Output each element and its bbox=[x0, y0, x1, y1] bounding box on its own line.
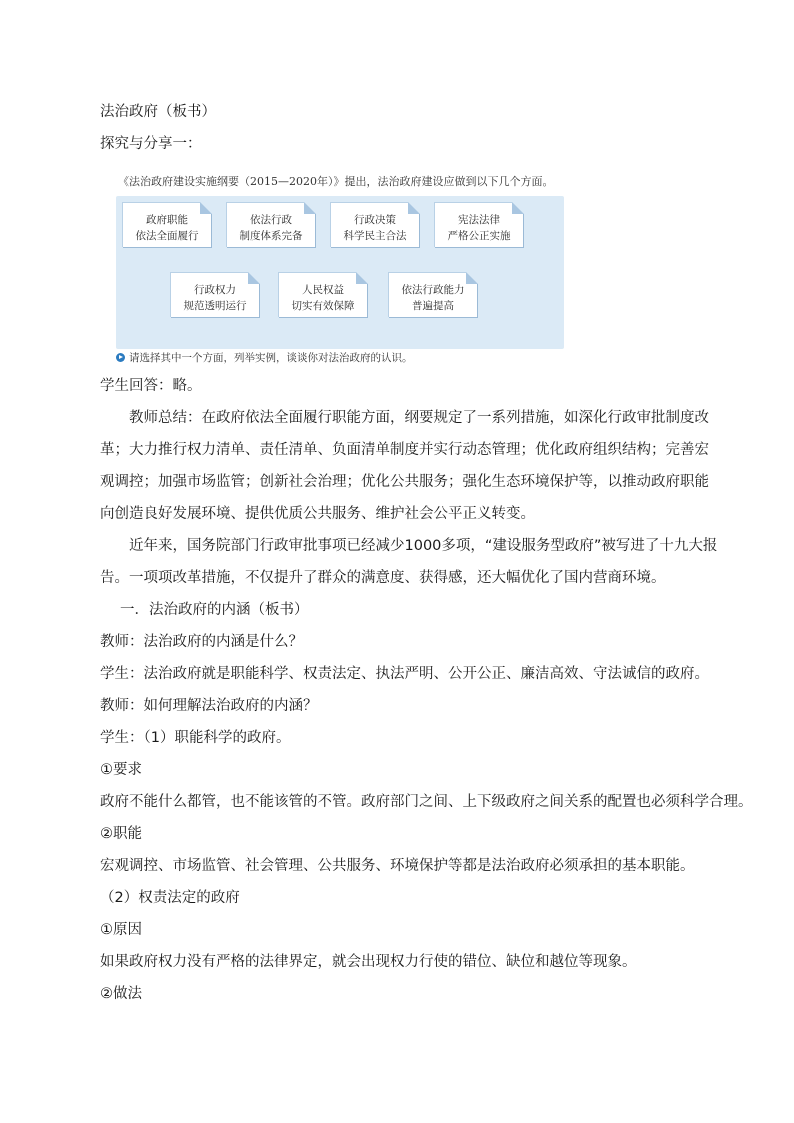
requirement-text: 政府不能什么都管，也不能该管的不管。政府部门之间、上下级政府之间关系的配置也必须科学合理。 bbox=[100, 794, 753, 810]
card-constitution-law: 宪法法律 严格公正实施 bbox=[434, 202, 523, 247]
teacher-summary: 教师总结：在政府依法全面履行职能方面，纲要规定了一系列措施，如深化行政审批制度改革；大力推行权力清单、责任清单、负面清单制度并实行动态管理；优化政府组织结构；完善宏观调控；加强市场监管；创新社会治理；优化公共服务；强化生态环境保护等，以推动政府职能向创造良好发展环境、提供优质公共服务、维护社会公平正义转变。 bbox=[100, 410, 709, 522]
student-answer-2: 学生：（1）职能科学的政府。 bbox=[100, 730, 291, 746]
card-government-functions: 政府职能 依法全面履行 bbox=[122, 202, 211, 247]
play-bullet-icon bbox=[116, 353, 125, 362]
student-answer: 学生回答：略。 bbox=[100, 378, 202, 394]
card-law-based-administration: 依法行政 制度体系完备 bbox=[226, 202, 315, 247]
subpoint-function: ②职能 bbox=[100, 826, 142, 842]
card-administrative-decisions: 行政决策 科学民主合法 bbox=[330, 202, 419, 247]
subpoint-reason: ①原因 bbox=[100, 922, 142, 938]
subheading-powers-responsibilities: （2）权责法定的政府 bbox=[100, 890, 240, 906]
recent-paragraph: 近年来，国务院部门行政审批事项已经减少1000多项，“建设服务型政府”被写进了十九大报告。一项项改革措施，不仅提升了群众的满意度、获得感，还大幅优化了国内营商环境。 bbox=[100, 538, 718, 586]
student-answer-1: 学生：法治政府就是职能科学、权责法定、执法严明、公开公正、廉洁高效、守法诚信的政府。 bbox=[100, 666, 709, 682]
section-heading-connotation: 一．法治政府的内涵（板书） bbox=[120, 602, 309, 618]
figure-caption: 《法治政府建设实施纲要（2015—2020年）》提出，法治政府建设应做到以下几个方面。 bbox=[118, 175, 554, 188]
function-text: 宏观调控、市场监管、社会管理、公共服务、环境保护等都是法治政府必须承担的基本职能。 bbox=[100, 858, 695, 874]
board-title: 法治政府（板书） bbox=[100, 104, 216, 120]
card-administrative-ability: 依法行政能力 普遍提高 bbox=[388, 272, 477, 317]
textbook-figure bbox=[100, 168, 570, 368]
subpoint-requirement: ①要求 bbox=[100, 762, 142, 778]
teacher-question-1: 教师：法治政府的内涵是什么？ bbox=[100, 634, 303, 650]
card-peoples-rights: 人民权益 切实有效保障 bbox=[278, 272, 367, 317]
subpoint-practice: ②做法 bbox=[100, 986, 142, 1002]
reason-text: 如果政府权力没有严格的法律界定，就会出现权力行使的错位、缺位和越位等现象。 bbox=[100, 954, 637, 970]
explore-heading: 探究与分享一： bbox=[100, 136, 202, 152]
card-administrative-power: 行政权力 规范透明运行 bbox=[170, 272, 259, 317]
teacher-question-2: 教师：如何理解法治政府的内涵？ bbox=[100, 698, 318, 714]
figure-prompt: 请选择其中一个方面，列举实例，谈谈你对法治政府的认识。 bbox=[116, 350, 413, 365]
